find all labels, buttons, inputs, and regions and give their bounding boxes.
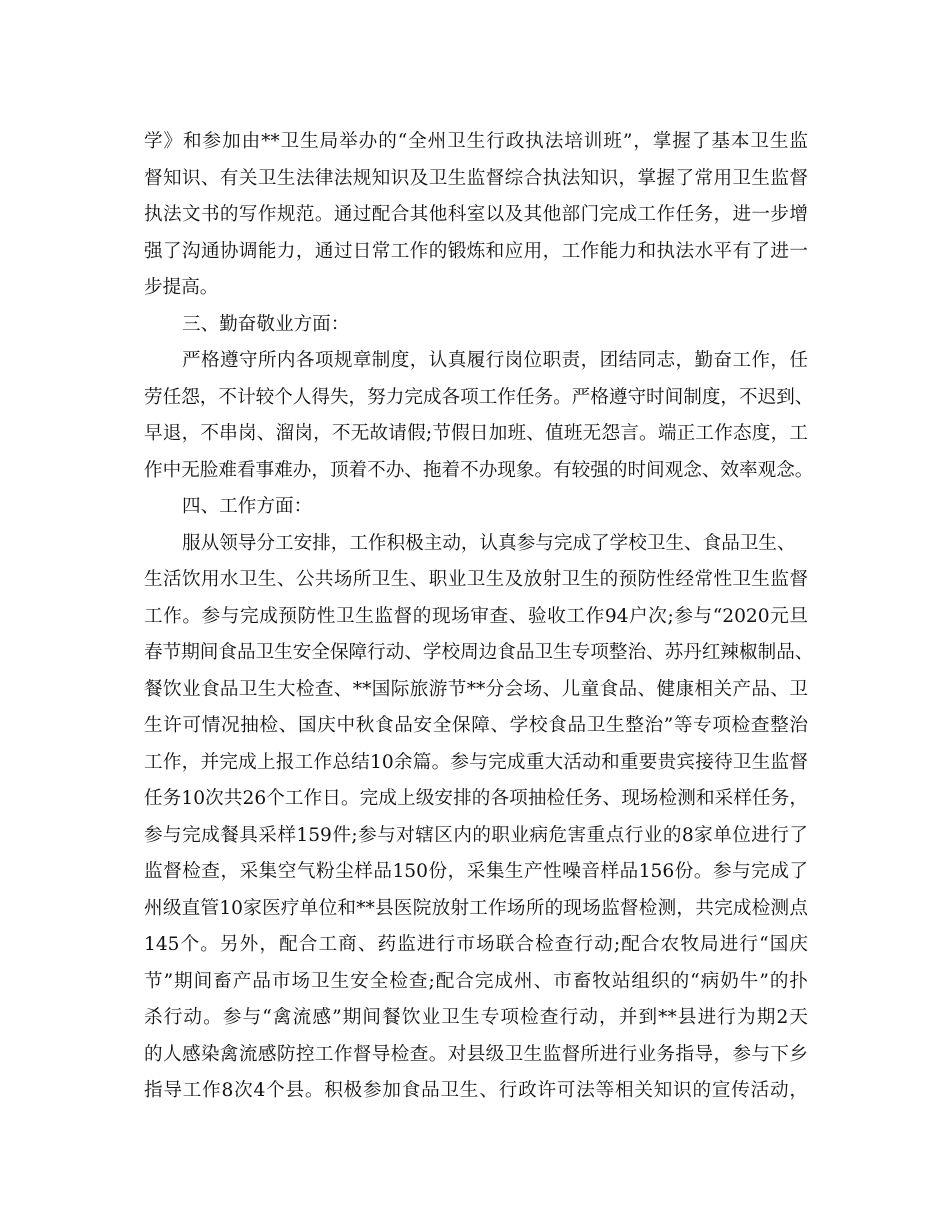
text-line: 执法文书的写作规范。通过配合其他科室以及其他部门完成工作任务，进一步增 bbox=[144, 204, 808, 225]
text-line: 145个。另外，配合工商、药监进行市场联合检查行动;配合农牧局进行“国庆 bbox=[144, 934, 808, 955]
text-line: 指导工作8次4个县。积极参加食品卫生、行政许可法等相关知识的宣传活动， bbox=[144, 1080, 808, 1101]
text-line: 的人感染禽流感防控工作督导检查。对县级卫生监督所进行业务指导，参与下乡 bbox=[144, 1043, 808, 1065]
text-line: 任务10次共26个工作日。完成上级安排的各项抽检任务、现场检测和采样任务， bbox=[144, 788, 808, 809]
text-line: 杀行动。参与“禽流感”期间餐饮业卫生专项检查行动，并到**县进行为期2天 bbox=[144, 1007, 808, 1028]
text-line: 服从领导分工安排，工作积极主动，认真参与完成了学校卫生、食品卫生、 bbox=[182, 532, 796, 554]
text-line: 节”期间畜产品市场卫生安全检查;配合完成州、市畜牧站组织的“病奶牛”的扑 bbox=[144, 970, 808, 992]
text-line: 生活饮用水卫生、公共场所卫生、职业卫生及放射卫生的预防性经常性卫生监督 bbox=[144, 569, 808, 590]
text-line: 早退，不串岗、溜岗，不无故请假;节假日加班、值班无怨言。端正工作态度，工 bbox=[144, 423, 808, 444]
text-line: 学》和参加由**卫生局举办的“全州卫生行政执法培训班”，掌握了基本卫生监 bbox=[144, 131, 808, 152]
section-heading: 四、工作方面： bbox=[182, 496, 313, 517]
text-line: 工作，并完成上报工作总结10余篇。参与完成重大活动和重要贵宾接待卫生监督 bbox=[144, 751, 808, 773]
text-line: 作中无脸难看事难办，顶着不办、拖着不办现象。有较强的时间观念、效率观念。 bbox=[144, 459, 814, 481]
text-line: 生许可情况抽检、国庆中秋食品安全保障、学校食品卫生整治”等专项检查整治 bbox=[144, 715, 808, 736]
text-line: 参与完成餐具采样159件;参与对辖区内的职业病危害重点行业的8家单位进行了 bbox=[144, 824, 808, 846]
body-text bbox=[144, 124, 814, 1110]
text-line: 工作。参与完成预防性卫生监督的现场审查、验收工作94户次;参与“2020元旦 bbox=[144, 605, 808, 627]
text-line: 监督检查，采集空气粉尘样品150份，采集生产性噪音样品156份。参与完成了 bbox=[144, 861, 808, 882]
text-line: 春节期间食品卫生安全保障行动、学校周边食品卫生专项整治、苏丹红辣椒制品、 bbox=[144, 642, 814, 663]
text-line: 督知识、有关卫生法律法规知识及卫生监督综合执法知识，掌握了常用卫生监督 bbox=[144, 167, 808, 189]
text-line: 步提高。 bbox=[144, 277, 219, 298]
text-line: 州级直管10家医疗单位和**县医院放射工作场所的现场监督检测，共完成检测点 bbox=[144, 897, 808, 919]
text-line: 严格遵守所内各项规章制度，认真履行岗位职责，团结同志，勤奋工作，任 bbox=[182, 350, 808, 371]
text-line: 劳任怨，不计较个人得失，努力完成各项工作任务。严格遵守时间制度，不迟到、 bbox=[144, 386, 814, 408]
text-line: 强了沟通协调能力，通过日常工作的锻炼和应用，工作能力和执法水平有了进一 bbox=[144, 240, 808, 262]
section-heading: 三、勤奋敬业方面： bbox=[182, 313, 350, 335]
text-line: 餐饮业食品卫生大检查、**国际旅游节**分会场、儿童食品、健康相关产品、卫 bbox=[144, 678, 808, 700]
